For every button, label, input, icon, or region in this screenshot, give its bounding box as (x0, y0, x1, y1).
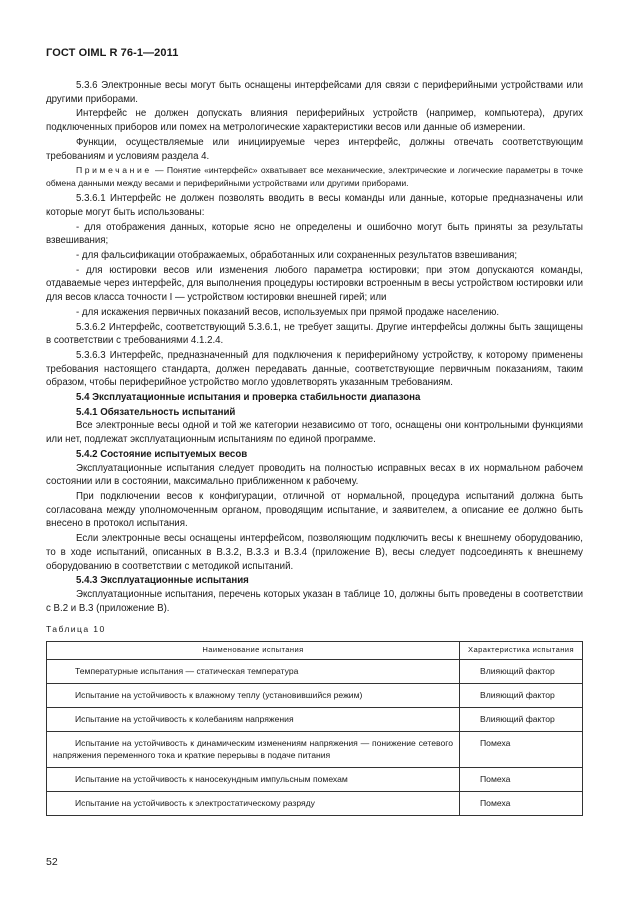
list-item: - для юстировки весов или изменения любого параметра юстировки; при этом допускаются команды, отдаваемые через интерфейс, для выполнения процедуры юстировки встроенным в весы устройством юстировки или для весов класса точности I — устройством юстировки внешней гирей; или (46, 264, 583, 304)
page-number: 52 (46, 856, 58, 868)
tests-table (46, 641, 583, 816)
page-body (46, 79, 583, 816)
test-characteristic: Влияющий фактор (460, 683, 583, 707)
section-heading: 5.4 Эксплуатационные испытания и проверка стабильности диапазона (76, 392, 421, 404)
paragraph: 5.3.6.2 Интерфейс, соответствующий 5.3.6.1, не требует защиты. Другие интерфейсы должны быть защищены в соответствии с требованиями 4.1.2.4. (46, 321, 583, 347)
test-name: Испытание на устойчивость к динамическим изменениям напряжения — понижение сетевого напряжения переменного тока и краткие перерывы в подаче питания (47, 731, 460, 767)
table-row (47, 683, 583, 707)
test-name: Испытание на устойчивость к влажному теплу (установившийся режим) (47, 683, 460, 707)
subsection-heading: 5.4.3 Эксплуатационные испытания (76, 575, 249, 587)
table-row (47, 791, 583, 815)
column-header-characteristic: Характеристика испытания (460, 642, 583, 660)
paragraph: Интерфейс не должен допускать влияния периферийных устройств (например, компьютера), других подключенных приборов или помех на метрологические характеристики весов или данные об измерении. (46, 108, 583, 134)
test-characteristic: Помеха (460, 791, 583, 815)
paragraph: При подключении весов к конфигурации, отличной от нормальной, процедура испытаний должна быть согласована между уполномоченным органом, проводящим испытание, и заявителем, а описание ее должно быть внесено в протокол испытания. (46, 490, 583, 530)
table-caption: Таблица 10 (46, 624, 106, 635)
list-item: - для искажения первичных показаний весов, используемых при прямой продаже населению. (76, 306, 500, 318)
test-characteristic: Помеха (460, 767, 583, 791)
paragraph: 5.3.6.3 Интерфейс, предназначенный для подключения к периферийному устройству, к которому применены требования настоящего стандарта, должен передавать данные, соответствующие первичным показаниям, таким образом, чтобы периферийное устройство могло удовлетворять указанным требованиям. (46, 349, 583, 389)
paragraph: 5.3.6 Электронные весы могут быть оснащены интерфейсами для связи с периферийными устройствами или другими приборами. (46, 80, 583, 105)
note-label: Примечание (76, 165, 152, 176)
test-characteristic: Помеха (460, 731, 583, 767)
test-characteristic: Влияющий фактор (460, 707, 583, 731)
test-name: Испытание на устойчивость к колебаниям напряжения (47, 707, 460, 731)
paragraph: Функции, осуществляемые или инициируемые через интерфейс, должны отвечать соответствующим требованиям и условиям раздела 4. (46, 136, 583, 162)
table-header-row (47, 642, 583, 660)
table-row (47, 731, 583, 767)
paragraph: Эксплуатационные испытания, перечень которых указан в таблице 10, должны быть проведены в соответствии с В.2 и В.3 (приложение В). (46, 588, 583, 614)
list-item: - для отображения данных, которые ясно не определены и ошибочно могут быть приняты за результаты взвешивания; (46, 221, 583, 247)
column-header-name: Наименование испытания (47, 642, 460, 660)
table-row (47, 659, 583, 683)
table-row (47, 767, 583, 791)
table-row (47, 707, 583, 731)
test-name: Температурные испытания — статическая температура (47, 659, 460, 683)
note (46, 164, 583, 189)
note-text: — Понятие «интерфейс» охватывает все механические, электрические и логические параметры в точке обмена данными между весами и периферийными устройствами или другими приборами. (46, 165, 583, 188)
list-item: - для фальсификации отображаемых, обработанных или сохраненных результатов взвешивания; (76, 250, 518, 262)
subsection-heading: 5.4.2 Состояние испытуемых весов (76, 448, 248, 460)
document-header: ГОСТ OIML R 76-1—2011 (46, 47, 179, 59)
subsection-heading: 5.4.1 Обязательность испытаний (76, 406, 236, 418)
paragraph: Эксплуатационные испытания следует проводить на полностью исправных весах в их нормальном рабочем состоянии или в состоянии, максимально приближенном к рабочему. (46, 462, 583, 488)
paragraph: Если электронные весы оснащены интерфейсом, позволяющим подключить весы к внешнему оборудованию, то в ходе испытаний, описанных в В.3.2, В.3.3 и В.3.4 (приложение В), весы следует подсоединять к внешнему оборудованию в соответствии с методикой испытаний. (46, 533, 583, 572)
paragraph: 5.3.6.1 Интерфейс не должен позволять вводить в весы команды или данные, которые предназначены или которые могут быть использованы: (46, 193, 583, 218)
test-name: Испытание на устойчивость к наносекундным импульсным помехам (47, 767, 460, 791)
test-name: Испытание на устойчивость к электростатическому разряду (47, 791, 460, 815)
test-characteristic: Влияющий фактор (460, 659, 583, 683)
paragraph: Все электронные весы одной и той же категории независимо от того, оснащены они контрольными функциями или нет, подлежат эксплуатационным испытаниям по единой программе. (46, 420, 583, 446)
